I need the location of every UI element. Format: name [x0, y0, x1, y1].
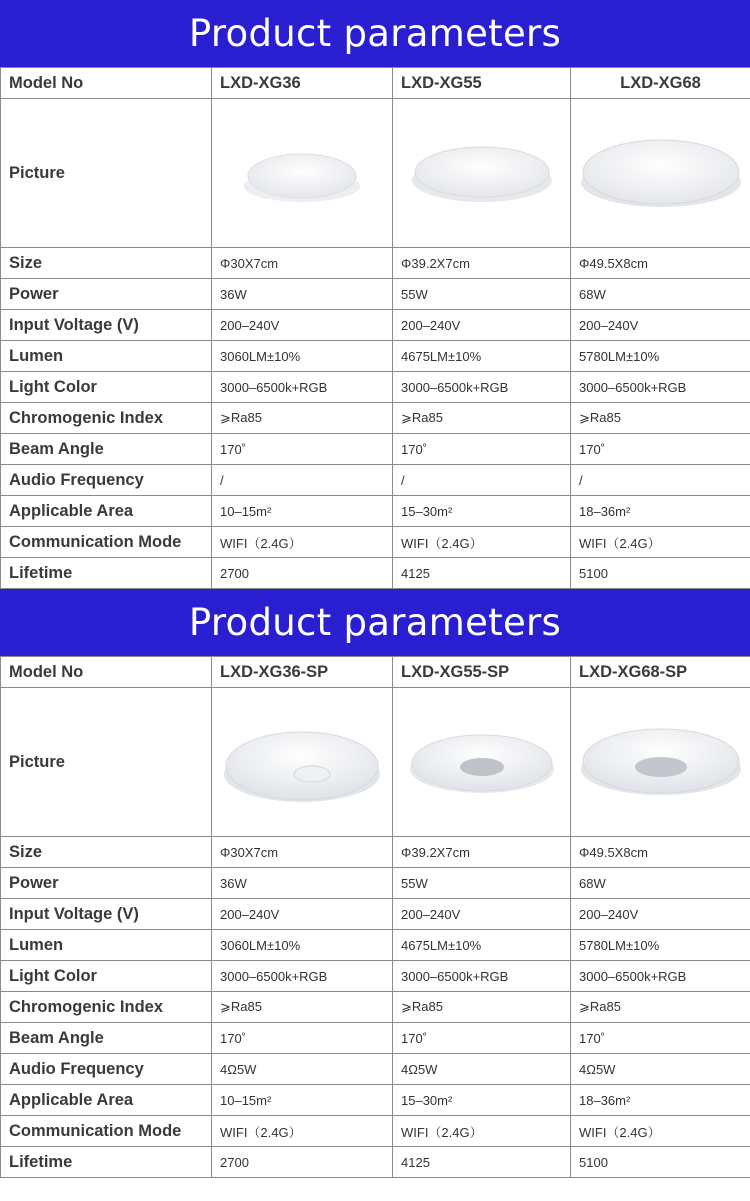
table-cell: /	[212, 465, 393, 496]
product-image-cell	[571, 688, 750, 837]
table-cell: WIFI（2.4G）	[212, 1116, 393, 1147]
product-image-cell	[393, 99, 571, 248]
table-cell: ⩾Ra85	[393, 403, 571, 434]
row-label: Picture	[1, 688, 212, 837]
model-cell: LXD-XG36	[212, 68, 393, 99]
table-cell: 3000–6500k+RGB	[571, 372, 750, 403]
table-cell: 36W	[212, 279, 393, 310]
parameters-table	[0, 67, 750, 589]
row-label: Audio Frequency	[1, 465, 212, 496]
row-label: Communication Mode	[1, 527, 212, 558]
table-row	[1, 403, 750, 434]
row-label: Input Voltage (V)	[1, 899, 212, 930]
table-row	[1, 310, 750, 341]
table-cell: 18–36m²	[571, 1085, 750, 1116]
table-row	[1, 99, 750, 248]
row-label: Lumen	[1, 341, 212, 372]
row-label: Chromogenic Index	[1, 992, 212, 1023]
table-cell: 4125	[393, 1147, 571, 1178]
table-row	[1, 372, 750, 403]
row-label: Picture	[1, 99, 212, 248]
table-row	[1, 930, 750, 961]
table-cell: 15–30m²	[393, 496, 571, 527]
parameters-section-1	[0, 0, 750, 589]
table-cell: 170˚	[571, 1023, 750, 1054]
row-label: Power	[1, 868, 212, 899]
table-cell: 5780LM±10%	[571, 930, 750, 961]
section-title: Product parameters	[0, 0, 750, 67]
table-cell: 170˚	[212, 434, 393, 465]
model-cell: LXD-XG68-SP	[571, 657, 750, 688]
table-cell: Φ39.2X7cm	[393, 248, 571, 279]
table-row	[1, 688, 750, 837]
table-cell: 68W	[571, 279, 750, 310]
table-cell: 36W	[212, 868, 393, 899]
table-cell: 4Ω5W	[571, 1054, 750, 1085]
table-cell: 200–240V	[571, 899, 750, 930]
table-cell: 55W	[393, 868, 571, 899]
model-cell: LXD-XG68	[571, 68, 750, 99]
row-label: Model No	[1, 657, 212, 688]
table-cell: 4675LM±10%	[393, 930, 571, 961]
table-row	[1, 341, 750, 372]
model-cell: LXD-XG55-SP	[393, 657, 571, 688]
table-cell: Φ39.2X7cm	[393, 837, 571, 868]
table-row	[1, 68, 750, 99]
table-cell: 170˚	[393, 1023, 571, 1054]
table-cell: 5100	[571, 1147, 750, 1178]
table-row	[1, 248, 750, 279]
row-label: Communication Mode	[1, 1116, 212, 1147]
table-row	[1, 837, 750, 868]
table-cell: 4675LM±10%	[393, 341, 571, 372]
table-cell: Φ30X7cm	[212, 837, 393, 868]
row-label: Lumen	[1, 930, 212, 961]
ceiling-lamp-speaker-image	[401, 707, 563, 817]
table-cell: ⩾Ra85	[212, 992, 393, 1023]
table-row	[1, 992, 750, 1023]
table-cell: Φ30X7cm	[212, 248, 393, 279]
row-label: Applicable Area	[1, 496, 212, 527]
table-cell: 3000–6500k+RGB	[571, 961, 750, 992]
table-cell: 5780LM±10%	[571, 341, 750, 372]
table-cell: WIFI（2.4G）	[571, 527, 750, 558]
row-label: Lifetime	[1, 558, 212, 589]
table-cell: ⩾Ra85	[393, 992, 571, 1023]
model-cell: LXD-XG55	[393, 68, 571, 99]
table-row	[1, 279, 750, 310]
table-cell: 15–30m²	[393, 1085, 571, 1116]
table-row	[1, 1147, 750, 1178]
product-image-cell	[212, 99, 393, 248]
table-cell: 3000–6500k+RGB	[393, 372, 571, 403]
table-cell: 200–240V	[571, 310, 750, 341]
parameters-section-2	[0, 589, 750, 1178]
row-label: Light Color	[1, 372, 212, 403]
row-label: Input Voltage (V)	[1, 310, 212, 341]
table-cell: 200–240V	[212, 899, 393, 930]
ceiling-lamp-speaker-image	[575, 707, 747, 817]
ceiling-lamp-speaker-image	[216, 702, 388, 822]
table-cell: /	[393, 465, 571, 496]
table-row	[1, 527, 750, 558]
table-cell: 170˚	[212, 1023, 393, 1054]
product-image-cell	[212, 688, 393, 837]
table-cell: WIFI（2.4G）	[571, 1116, 750, 1147]
table-cell: 3000–6500k+RGB	[393, 961, 571, 992]
table-cell: 4Ω5W	[393, 1054, 571, 1085]
row-label: Lifetime	[1, 1147, 212, 1178]
table-cell: WIFI（2.4G）	[212, 527, 393, 558]
table-cell: 2700	[212, 558, 393, 589]
model-cell: LXD-XG36-SP	[212, 657, 393, 688]
table-cell: WIFI（2.4G）	[393, 527, 571, 558]
table-cell: 4125	[393, 558, 571, 589]
table-cell: 3060LM±10%	[212, 930, 393, 961]
row-label: Audio Frequency	[1, 1054, 212, 1085]
product-image-cell	[393, 688, 571, 837]
table-cell: 170˚	[393, 434, 571, 465]
row-label: Size	[1, 248, 212, 279]
table-row	[1, 465, 750, 496]
table-cell: 55W	[393, 279, 571, 310]
table-cell: WIFI（2.4G）	[393, 1116, 571, 1147]
section-title: Product parameters	[0, 589, 750, 656]
table-cell: 200–240V	[393, 310, 571, 341]
row-label: Beam Angle	[1, 434, 212, 465]
table-cell: 170˚	[571, 434, 750, 465]
table-cell: Φ49.5X8cm	[571, 248, 750, 279]
row-label: Beam Angle	[1, 1023, 212, 1054]
table-row	[1, 899, 750, 930]
table-row	[1, 1054, 750, 1085]
table-cell: ⩾Ra85	[571, 992, 750, 1023]
table-cell: 3060LM±10%	[212, 341, 393, 372]
row-label: Light Color	[1, 961, 212, 992]
table-cell: ⩾Ra85	[571, 403, 750, 434]
parameters-table	[0, 656, 750, 1178]
table-row	[1, 1085, 750, 1116]
table-row	[1, 961, 750, 992]
row-label: Model No	[1, 68, 212, 99]
table-row	[1, 868, 750, 899]
table-cell: 5100	[571, 558, 750, 589]
table-cell: 10–15m²	[212, 1085, 393, 1116]
table-cell: 2700	[212, 1147, 393, 1178]
table-cell: 18–36m²	[571, 496, 750, 527]
table-cell: /	[571, 465, 750, 496]
table-cell: Φ49.5X8cm	[571, 837, 750, 868]
table-cell: ⩾Ra85	[212, 403, 393, 434]
ceiling-lamp-image	[402, 118, 562, 228]
table-cell: 3000–6500k+RGB	[212, 961, 393, 992]
table-row	[1, 496, 750, 527]
table-row	[1, 657, 750, 688]
table-cell: 68W	[571, 868, 750, 899]
row-label: Power	[1, 279, 212, 310]
table-cell: 4Ω5W	[212, 1054, 393, 1085]
table-row	[1, 1116, 750, 1147]
row-label: Applicable Area	[1, 1085, 212, 1116]
table-row	[1, 558, 750, 589]
table-row	[1, 1023, 750, 1054]
row-label: Size	[1, 837, 212, 868]
table-row	[1, 434, 750, 465]
row-label: Chromogenic Index	[1, 403, 212, 434]
table-cell: 200–240V	[212, 310, 393, 341]
ceiling-lamp-image	[227, 118, 377, 228]
table-cell: 10–15m²	[212, 496, 393, 527]
table-cell: 200–240V	[393, 899, 571, 930]
product-image-cell	[571, 99, 750, 248]
ceiling-lamp-image	[575, 118, 747, 228]
table-cell: 3000–6500k+RGB	[212, 372, 393, 403]
